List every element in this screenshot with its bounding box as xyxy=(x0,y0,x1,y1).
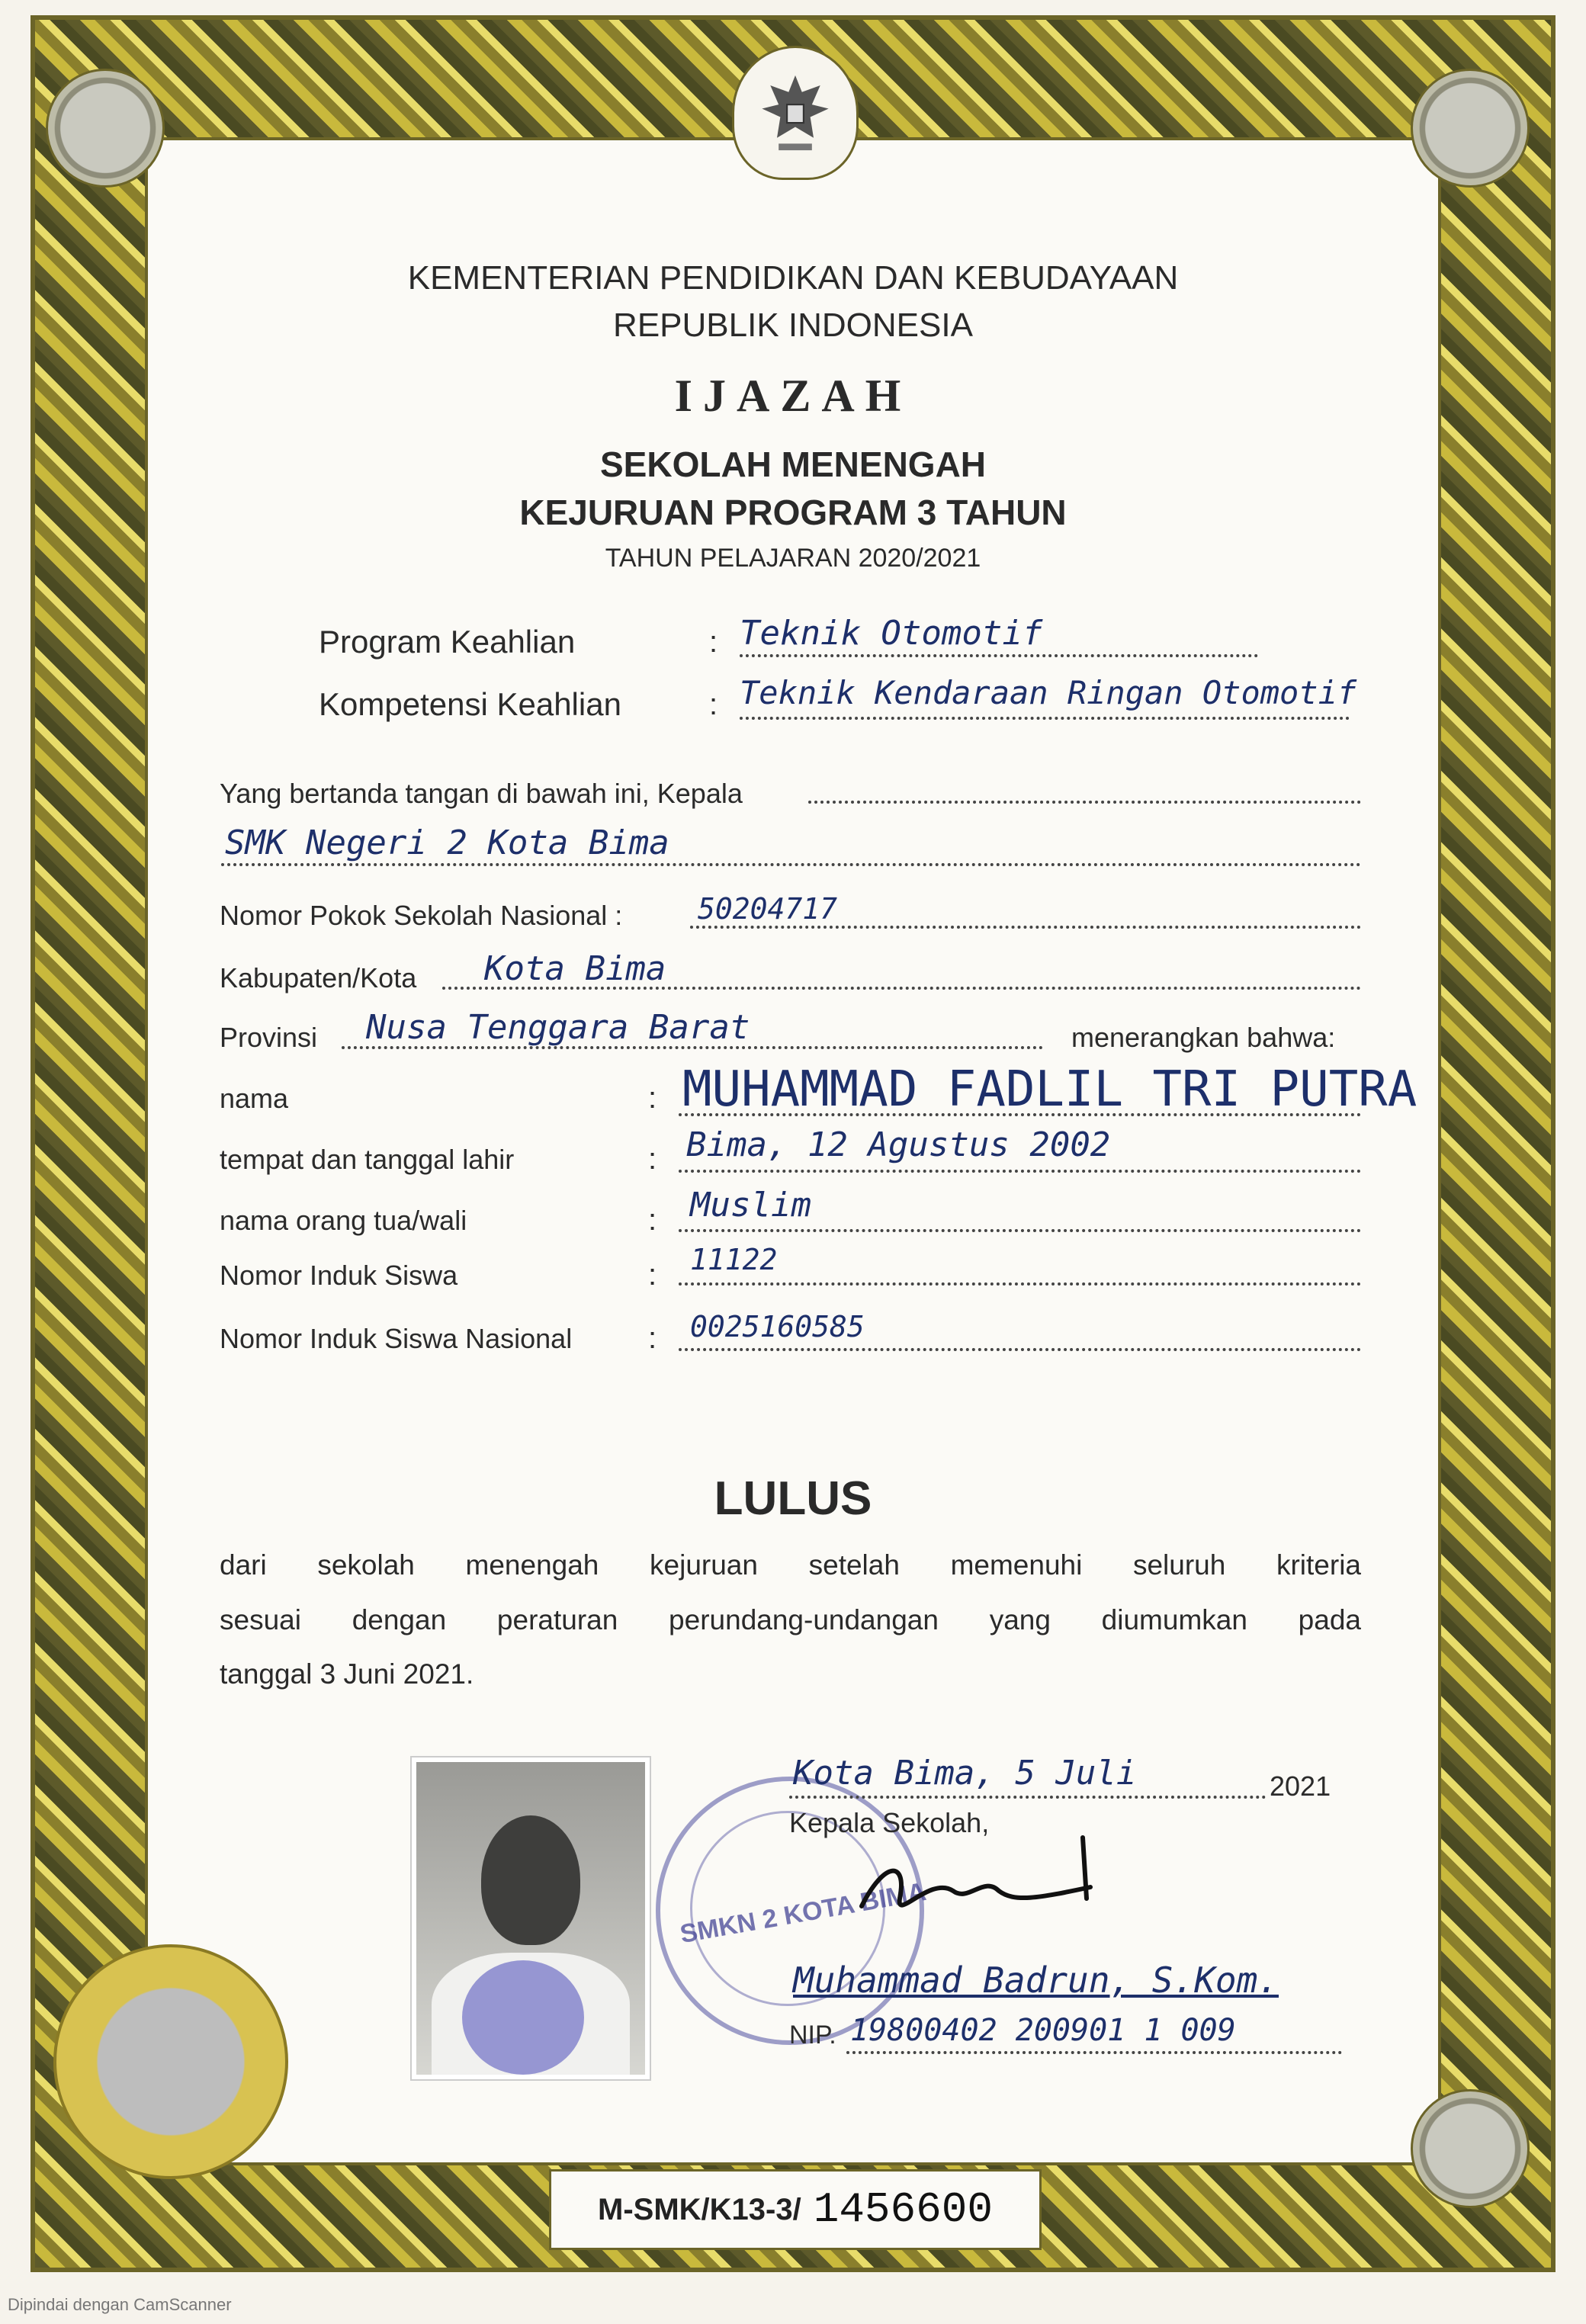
stamp-text: SMKN 2 KOTA BIMA xyxy=(678,1876,929,1950)
corner-medallion-top-left xyxy=(46,69,165,188)
birth-value: Bima, 12 Agustus 2002 xyxy=(686,1125,1111,1164)
result-line-1: dari sekolah menengah kejuruan setelah memenuhi seluruh kriteria xyxy=(220,1549,1361,1581)
nis-dotted-line xyxy=(679,1282,1361,1286)
signer-name: Muhammad Badrun, S.Kom. xyxy=(793,1960,1279,2001)
npsn-value: 50204717 xyxy=(698,892,838,926)
nis-label: Nomor Induk Siswa xyxy=(220,1260,458,1291)
signature-year: 2021 xyxy=(1270,1770,1331,1802)
school-type-line1: SEKOLAH MENENGAH xyxy=(599,445,987,484)
garuda-emblem-icon xyxy=(732,46,859,180)
serial-number: 1456600 xyxy=(813,2185,993,2234)
program-label: Program Keahlian xyxy=(319,624,576,660)
program-value: Teknik Otomotif xyxy=(740,614,1043,653)
nisn-colon: : xyxy=(648,1321,657,1355)
province-label: Provinsi xyxy=(220,1022,318,1053)
signer-role: Kepala Sekolah, xyxy=(789,1807,990,1838)
student-name: MUHAMMAD FADLIL TRI PUTRA xyxy=(682,1061,1417,1118)
serial-prefix: M-SMK/K13-3/ xyxy=(598,2192,801,2226)
province-value: Nusa Tenggara Barat xyxy=(366,1008,750,1047)
birth-label: tempat dan tanggal lahir xyxy=(220,1144,515,1175)
student-photo xyxy=(412,1757,650,2079)
nip-label: NIP. xyxy=(789,2021,836,2050)
graduation-status: LULUS xyxy=(714,1472,872,1525)
npsn-label: Nomor Pokok Sekolah Nasional : xyxy=(220,900,623,931)
school-dotted-line xyxy=(221,863,1361,866)
signature-mark xyxy=(839,1830,1113,1929)
nisn-label: Nomor Induk Siswa Nasional xyxy=(220,1323,573,1354)
regency-value: Kota Bima xyxy=(484,949,666,988)
place-date-dotted-line xyxy=(789,1796,1266,1799)
name-colon: : xyxy=(648,1081,657,1115)
scanner-footer: Dipindai dengan CamScanner xyxy=(8,2295,232,2314)
school-name: SMK Negeri 2 Kota Bima xyxy=(225,823,669,862)
nip-dotted-line xyxy=(846,2051,1342,2054)
program-dotted-line xyxy=(740,654,1258,657)
statement-text: menerangkan bahwa: xyxy=(1071,1022,1336,1053)
competency-colon: : xyxy=(709,688,718,721)
name-label: nama xyxy=(220,1083,289,1114)
nip-value: 19800402 200901 1 009 xyxy=(850,2013,1236,2048)
serial-number-box xyxy=(549,2169,1042,2250)
parent-value: Muslim xyxy=(690,1186,811,1225)
intro-dotted-line xyxy=(808,801,1361,804)
birth-dotted-line xyxy=(679,1170,1361,1173)
program-colon: : xyxy=(709,625,718,659)
competency-label: Kompetensi Keahlian xyxy=(319,686,621,722)
nisn-dotted-line xyxy=(679,1348,1361,1351)
competency-dotted-line xyxy=(740,717,1350,720)
corner-medallion-top-right xyxy=(1411,69,1530,188)
republic-title: REPUBLIK INDONESIA xyxy=(613,307,973,344)
competency-value: Teknik Kendaraan Ringan Otomotif xyxy=(740,674,1357,711)
parent-colon: : xyxy=(648,1203,657,1237)
ministry-title: KEMENTERIAN PENDIDIKAN DAN KEBUDAYAAN xyxy=(407,259,1179,297)
npsn-dotted-line xyxy=(690,926,1361,929)
document-title: IJAZAH xyxy=(674,371,912,421)
place-date: Kota Bima, 5 Juli xyxy=(793,1754,1137,1793)
photo-head xyxy=(481,1815,580,1945)
nis-colon: : xyxy=(648,1258,657,1292)
photo-stamp-ink xyxy=(462,1960,584,2075)
nisn-value: 0025160585 xyxy=(690,1310,865,1343)
parent-label: nama orang tua/wali xyxy=(220,1205,467,1236)
regency-dotted-line xyxy=(442,987,1361,990)
result-line-3: tanggal 3 Juni 2021. xyxy=(220,1658,474,1690)
school-type-line2: KEJURUAN PROGRAM 3 TAHUN xyxy=(519,493,1067,532)
province-dotted-line xyxy=(342,1046,1043,1049)
result-line-2: sesuai dengan peraturan perundang-undangan yang diumumkan pada xyxy=(220,1604,1361,1635)
birth-colon: : xyxy=(648,1142,657,1176)
name-dotted-line xyxy=(679,1113,1361,1116)
regency-label: Kabupaten/Kota xyxy=(220,962,417,993)
nis-value: 11122 xyxy=(690,1243,778,1276)
holographic-seal-icon xyxy=(53,1944,288,2179)
academic-year: TAHUN PELAJARAN 2020/2021 xyxy=(605,544,981,573)
corner-medallion-bottom-right xyxy=(1411,2089,1530,2208)
intro-label: Yang bertanda tangan di bawah ini, Kepala xyxy=(220,778,743,809)
parent-dotted-line xyxy=(679,1229,1361,1232)
